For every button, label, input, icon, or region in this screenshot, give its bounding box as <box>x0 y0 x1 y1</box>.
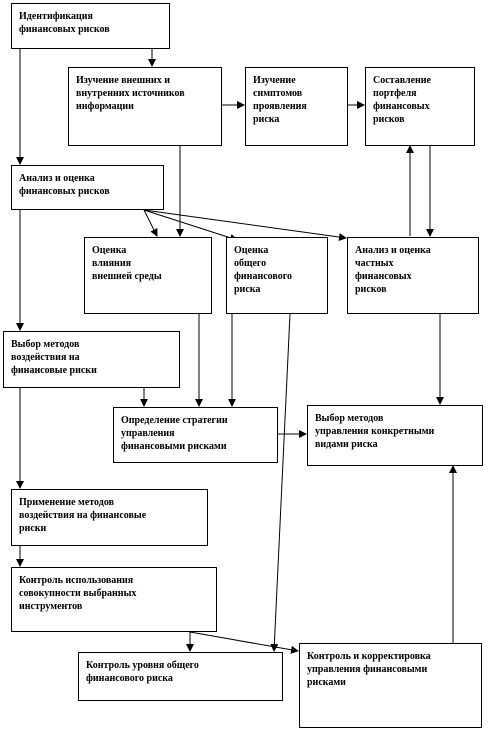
node-control-usage: Контроль использования совокупности выбранных инструментов <box>11 567 217 632</box>
node-general-risk: Оценка общего финансового риска <box>226 237 328 314</box>
node-study-sources: Изучение внешних и внутренних источников информации <box>68 67 222 146</box>
node-portfolio: Составление портфеля финансовых рисков <box>365 67 475 146</box>
node-control-adjust: Контроль и корректировка управления финансовыми рисками <box>299 643 482 728</box>
arrow-analysis-to-partial <box>144 210 346 238</box>
arrow-usage-to-adjust <box>190 632 298 651</box>
arrow-general-to-level <box>274 314 290 651</box>
arrow-analysis-to-general <box>144 210 237 240</box>
node-analysis: Анализ и оценка финансовых рисков <box>11 165 164 210</box>
node-control-level: Контроль уровня общего финансового риска <box>78 652 283 701</box>
node-identification: Идентификация финансовых рисков <box>11 3 170 49</box>
node-external-env: Оценка влияния внешней среды <box>84 237 212 314</box>
node-apply-methods: Применение методов воздействия на финансовые риски <box>11 489 208 546</box>
node-partial-risks: Анализ и оценка частных финансовых рисков <box>347 237 479 314</box>
node-choose-specific: Выбор методов управления конкретными видами риска <box>307 405 483 466</box>
node-choose-methods: Выбор методов воздействия на финансовые риски <box>3 331 180 388</box>
node-study-symptoms: Изучение симптомов проявления риска <box>245 67 348 146</box>
node-strategy: Определение стратегии управления финансовыми рисками <box>113 407 278 463</box>
